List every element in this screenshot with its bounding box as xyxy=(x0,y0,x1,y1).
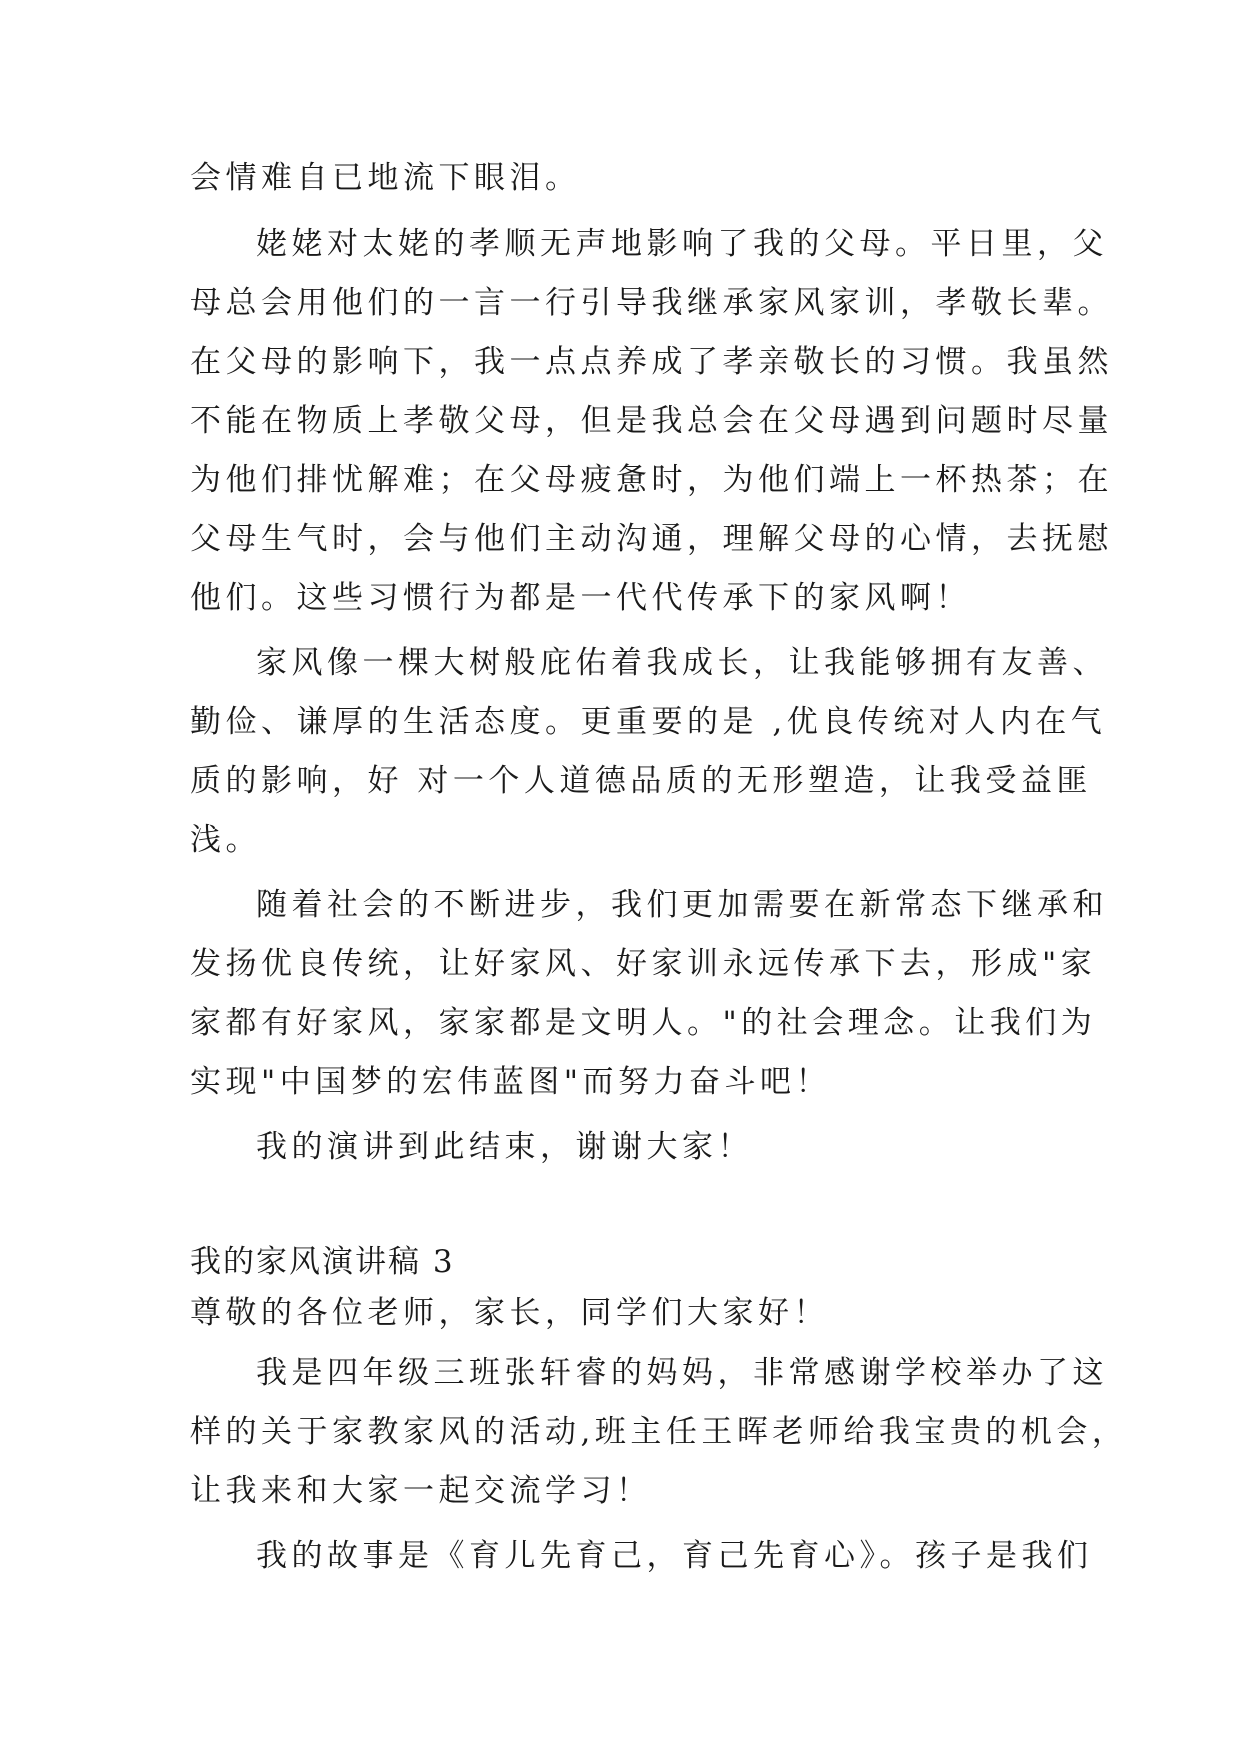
paragraph-line: 姥姥对太姥的孝顺无声地影响了我的父母。平日里，父 xyxy=(256,226,1108,262)
paragraph-line: 我的故事是《育儿先育己，育己先育心》。孩子是我们 xyxy=(256,1538,1093,1574)
paragraph-line: 我的演讲到此结束，谢谢大家！ xyxy=(256,1129,753,1165)
paragraph-line: 浅。 xyxy=(190,822,261,858)
paragraph-line: 他们。这些习惯行为都是一代代传承下的家风啊！ xyxy=(190,580,971,616)
paragraph-line: 勤俭、谦厚的生活态度。更重要的是 ,优良传统对人内在气 xyxy=(190,704,1107,740)
paragraph-line: 让我来和大家一起交流学习！ xyxy=(190,1473,652,1509)
paragraph-line: 在父母的影响下，我一点点养成了孝亲敬长的习惯。我虽然 xyxy=(190,344,1113,380)
paragraph-line: 父母生气时，会与他们主动沟通，理解父母的心情，去抚慰 xyxy=(190,521,1113,557)
paragraph-line: 家风像一棵大树般庇佑着我成长，让我能够拥有友善、 xyxy=(256,645,1108,681)
section-heading: 我的家风演讲稿 3 xyxy=(190,1244,455,1280)
paragraph-line: 随着社会的不断进步，我们更加需要在新常态下继承和 xyxy=(256,887,1108,923)
paragraph-line: 样的关于家教家风的活动,班主任王晖老师给我宝贵的机会， xyxy=(190,1414,1128,1450)
paragraph-line: 会情难自已地流下眼泪。 xyxy=(190,160,581,196)
paragraph-line: 家都有好家风，家家都是文明人。"的社会理念。让我们为 xyxy=(190,1005,1097,1041)
paragraph-line: 质的影响，好 对一个人道德品质的无形塑造，让我受益匪 xyxy=(190,763,1092,799)
paragraph-line: 为他们排忧解难；在父母疲惫时，为他们端上一杯热茶；在 xyxy=(190,462,1113,498)
paragraph-line: 我是四年级三班张轩睿的妈妈，非常感谢学校举办了这 xyxy=(256,1355,1108,1391)
paragraph-line: 母总会用他们的一言一行引导我继承家风家训，孝敬长辈。 xyxy=(190,285,1113,321)
paragraph-line: 发扬优良传统，让好家风、好家训永远传承下去，形成"家 xyxy=(190,946,1097,982)
paragraph-line: 实现"中国梦的宏伟蓝图"而努力奋斗吧！ xyxy=(190,1064,832,1100)
salutation-line: 尊敬的各位老师，家长，同学们大家好！ xyxy=(190,1295,829,1331)
paragraph-line: 不能在物质上孝敬父母，但是我总会在父母遇到问题时尽量 xyxy=(190,403,1113,439)
